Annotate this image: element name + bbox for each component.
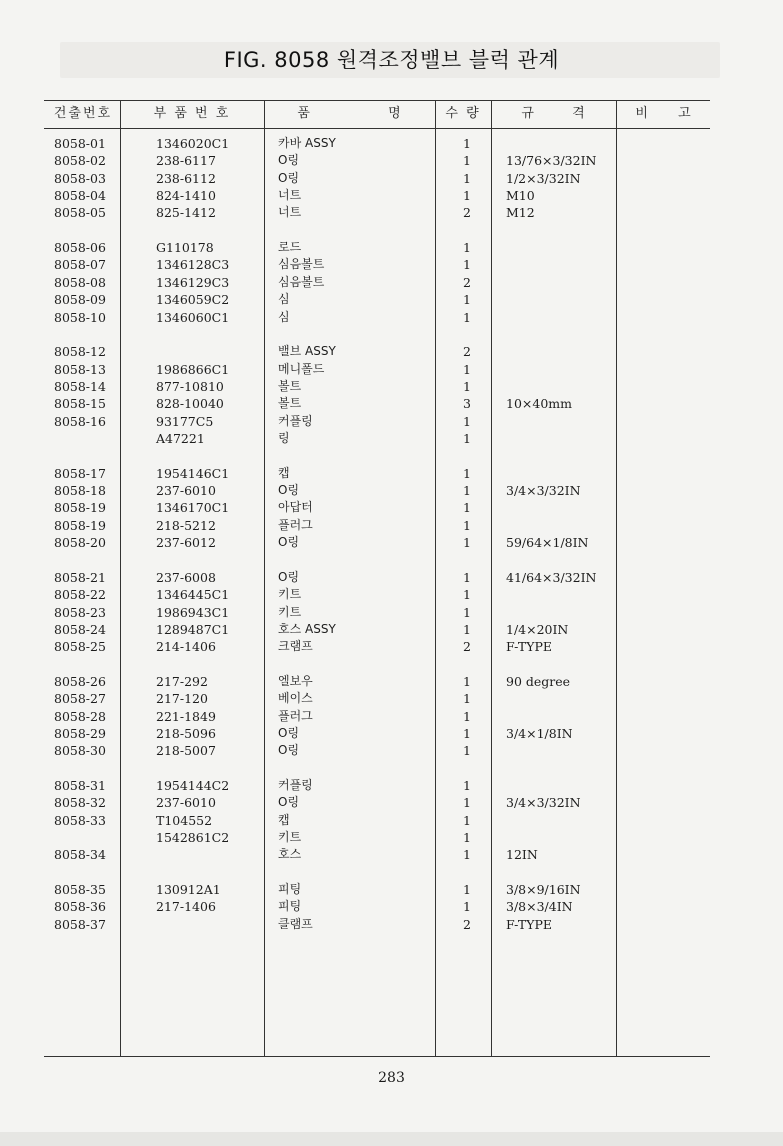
cell-part: 218-5007 [156,743,216,759]
cell-name: O링 [278,483,300,497]
cell-no: 8058-32 [54,795,106,811]
cell-qty: 2 [463,344,471,360]
cell-no: 8058-05 [54,205,106,221]
cell-part: 1346060C1 [156,309,230,325]
cell-part: 1346445C1 [156,587,230,603]
cell-spec: F-TYPE [506,916,553,932]
cell-name: 커플링 [278,778,313,792]
cell-no: 8058-01 [54,136,106,151]
cell-part: 217-292 [156,673,208,689]
column-divider [491,100,492,1056]
cell-qty: 1 [463,743,471,759]
cell-qty: 1 [463,153,471,169]
cell-name: 볼트 [278,396,302,411]
cell-spec: 90 degree [506,673,571,689]
cell-name: O링 [278,725,300,740]
cell-name: 커플링 [278,413,313,428]
cell-no: 8058-14 [54,378,106,394]
cell-qty: 1 [463,431,471,446]
column-divider [435,100,436,1056]
cell-part: T104552 [156,812,213,828]
cell-name: 심음볼트 [278,257,325,272]
cell-name: 키트 [278,604,302,619]
cell-spec: 59/64×1/8IN [506,535,589,551]
cell-qty: 1 [463,517,471,533]
cell-qty: 1 [463,604,471,620]
cell-spec: M10 [506,188,535,203]
cell-no: 8058-08 [54,274,106,290]
cell-part: 825-1412 [156,205,216,221]
cell-qty: 1 [463,361,471,377]
cell-part: 1346020C1 [156,136,230,151]
cell-no: 8058-10 [54,309,106,325]
cell-no: 8058-29 [54,725,106,741]
header-name: 품 명 [297,106,403,121]
cell-part: 1986943C1 [156,604,230,620]
cell-name: 너트 [278,205,302,220]
cell-name: O링 [278,795,300,810]
cell-name: 플러그 [278,708,313,723]
cell-part: 93177C5 [156,413,214,429]
cell-name: 베이스 [278,691,313,706]
cell-name: 엘보우 [278,673,313,688]
cell-qty: 1 [463,292,471,308]
cell-part: 214-1406 [156,639,216,655]
cell-no: 8058-19 [54,500,106,516]
cell-no: 8058-36 [54,899,106,915]
header-spec: 규 격 [521,106,587,121]
cell-spec: 41/64×3/32IN [506,569,597,585]
cell-qty: 1 [463,500,471,516]
table-bottom-rule [44,1056,710,1057]
cell-part: A47221 [156,431,205,446]
header-no: 건출번호 [53,106,113,121]
table-header-rule [44,128,710,129]
cell-qty: 1 [463,673,471,689]
cell-part: 217-120 [156,691,208,707]
cell-name: O링 [278,153,300,168]
cell-no: 8058-31 [54,778,106,793]
cell-qty: 1 [463,309,471,325]
cell-name: 메니폴드 [278,361,325,376]
cell-name: 피팅 [278,899,302,914]
cell-no: 8058-25 [54,639,106,655]
cell-name: 호스 [278,847,302,862]
header-qty: 수 량 [445,106,481,121]
cell-part: 238-6117 [156,153,216,169]
cell-no: 8058-16 [54,413,106,429]
header-part-number: 부 품 번 호 [153,106,231,121]
cell-name: 링 [278,431,290,445]
cell-name: 아답터 [278,500,313,515]
cell-no: 8058-24 [54,621,106,637]
cell-part: 877-10810 [156,378,224,394]
cell-qty: 1 [463,830,471,845]
page-number: 283 [378,1070,405,1086]
cell-qty: 3 [463,396,471,412]
cell-qty: 1 [463,847,471,863]
cell-name: 크램프 [278,639,313,654]
cell-name: 카바 ASSY [278,136,336,150]
cell-spec: 3/4×1/8IN [506,725,573,741]
cell-part: 1346129C3 [156,274,230,290]
cell-spec: 3/8×3/4IN [506,899,573,915]
cell-qty: 1 [463,569,471,585]
cell-no: 8058-13 [54,361,106,377]
cell-part: G110178 [156,240,214,256]
cell-name: O링 [278,743,300,758]
cell-no: 8058-21 [54,569,106,585]
cell-name: 캡 [278,812,290,827]
column-divider [616,100,617,1056]
cell-name: 플러그 [278,517,313,532]
cell-qty: 1 [463,899,471,915]
cell-qty: 1 [463,378,471,394]
cell-part: 130912A1 [156,882,221,898]
cell-no: 8058-35 [54,882,106,898]
cell-qty: 1 [463,170,471,186]
cell-qty: 1 [463,535,471,551]
cell-name: O링 [278,569,300,584]
column-divider [264,100,265,1056]
cell-qty: 1 [463,795,471,811]
cell-qty: 1 [463,136,471,151]
cell-no: 8058-37 [54,916,106,932]
cell-no: 8058-22 [54,587,106,603]
cell-part: 1954146C1 [156,465,230,481]
cell-part: 1954144C2 [156,778,230,793]
cell-no: 8058-30 [54,743,106,759]
cell-qty: 1 [463,483,471,498]
cell-qty: 2 [463,639,471,655]
cell-no: 8058-20 [54,535,106,551]
cell-name: 심음볼트 [278,274,325,289]
cell-no: 8058-33 [54,812,106,828]
cell-part: 237-6008 [156,569,216,585]
cell-no: 8058-02 [54,153,106,169]
header-remark: 비 고 [635,106,693,121]
cell-no: 8058-15 [54,396,106,412]
cell-no: 8058-27 [54,691,106,707]
cell-part: 1986866C1 [156,361,230,377]
cell-name: 심 [278,292,290,307]
cell-spec: 3/4×3/32IN [506,795,581,811]
cell-qty: 1 [463,812,471,828]
cell-name: 너트 [278,188,302,202]
cell-name: 키트 [278,587,302,602]
cell-qty: 1 [463,465,471,481]
cell-spec: 3/4×3/32IN [506,483,581,498]
cell-qty: 1 [463,413,471,429]
cell-part: 237-6012 [156,535,216,551]
cell-no: 8058-34 [54,847,106,863]
cell-spec: 13/76×3/32IN [506,153,597,169]
cell-no: 8058-17 [54,465,106,481]
cell-part: 828-10040 [156,396,224,412]
cell-part: 238-6112 [156,170,216,186]
cell-name: 밸브 ASSY [278,344,336,359]
cell-spec: M12 [506,205,535,221]
cell-spec: 12IN [506,847,538,863]
cell-name: 볼트 [278,378,302,393]
cell-qty: 1 [463,188,471,203]
cell-no: 8058-06 [54,240,106,256]
cell-no: 8058-04 [54,188,106,203]
cell-name: 피팅 [278,882,302,897]
cell-part: 1346059C2 [156,292,230,308]
cell-part: 1542861C2 [156,830,230,845]
cell-name: 호스 ASSY [278,621,336,636]
cell-qty: 1 [463,240,471,256]
cell-qty: 1 [463,882,471,898]
cell-spec: 3/8×9/16IN [506,882,581,898]
cell-qty: 2 [463,274,471,290]
cell-name: 로드 [278,240,302,255]
cell-name: O링 [278,535,300,550]
cell-spec: 10×40mm [506,396,572,412]
cell-part: 1346128C3 [156,257,230,273]
cell-name: 클램프 [278,916,313,931]
cell-no: 8058-09 [54,292,106,308]
cell-qty: 1 [463,708,471,724]
cell-part: 221-1849 [156,708,216,724]
cell-qty: 2 [463,916,471,932]
cell-part: 1289487C1 [156,621,230,637]
cell-no: 8058-03 [54,170,106,186]
table-top-rule [44,100,710,101]
cell-no: 8058-12 [54,344,106,360]
cell-part: 217-1406 [156,899,216,915]
cell-no: 8058-26 [54,673,106,689]
cell-qty: 1 [463,587,471,603]
page-title: FIG. 8058 원격조정밸브 블럭 관계 [223,48,560,72]
cell-part: 218-5212 [156,517,216,533]
column-divider [120,100,121,1056]
cell-name: O링 [278,170,300,185]
cell-qty: 1 [463,257,471,273]
cell-spec: F-TYPE [506,639,553,655]
cell-qty: 1 [463,621,471,637]
cell-qty: 1 [463,691,471,707]
cell-part: 1346170C1 [156,500,230,516]
cell-qty: 2 [463,205,471,221]
cell-no: 8058-28 [54,708,106,724]
cell-no: 8058-19 [54,517,106,533]
cell-no: 8058-18 [54,483,106,498]
cell-part: 218-5096 [156,725,216,741]
cell-no: 8058-07 [54,257,106,273]
cell-spec: 1/4×20IN [506,621,569,637]
cell-part: 824-1410 [156,188,216,203]
scan-edge [0,1132,783,1146]
cell-part: 237-6010 [156,795,216,811]
cell-name: 키트 [278,830,302,844]
cell-name: 캡 [278,465,290,480]
cell-qty: 1 [463,778,471,793]
cell-qty: 1 [463,725,471,741]
cell-spec: 1/2×3/32IN [506,170,581,186]
cell-part: 237-6010 [156,483,216,498]
cell-name: 심 [278,309,290,324]
cell-no: 8058-23 [54,604,106,620]
